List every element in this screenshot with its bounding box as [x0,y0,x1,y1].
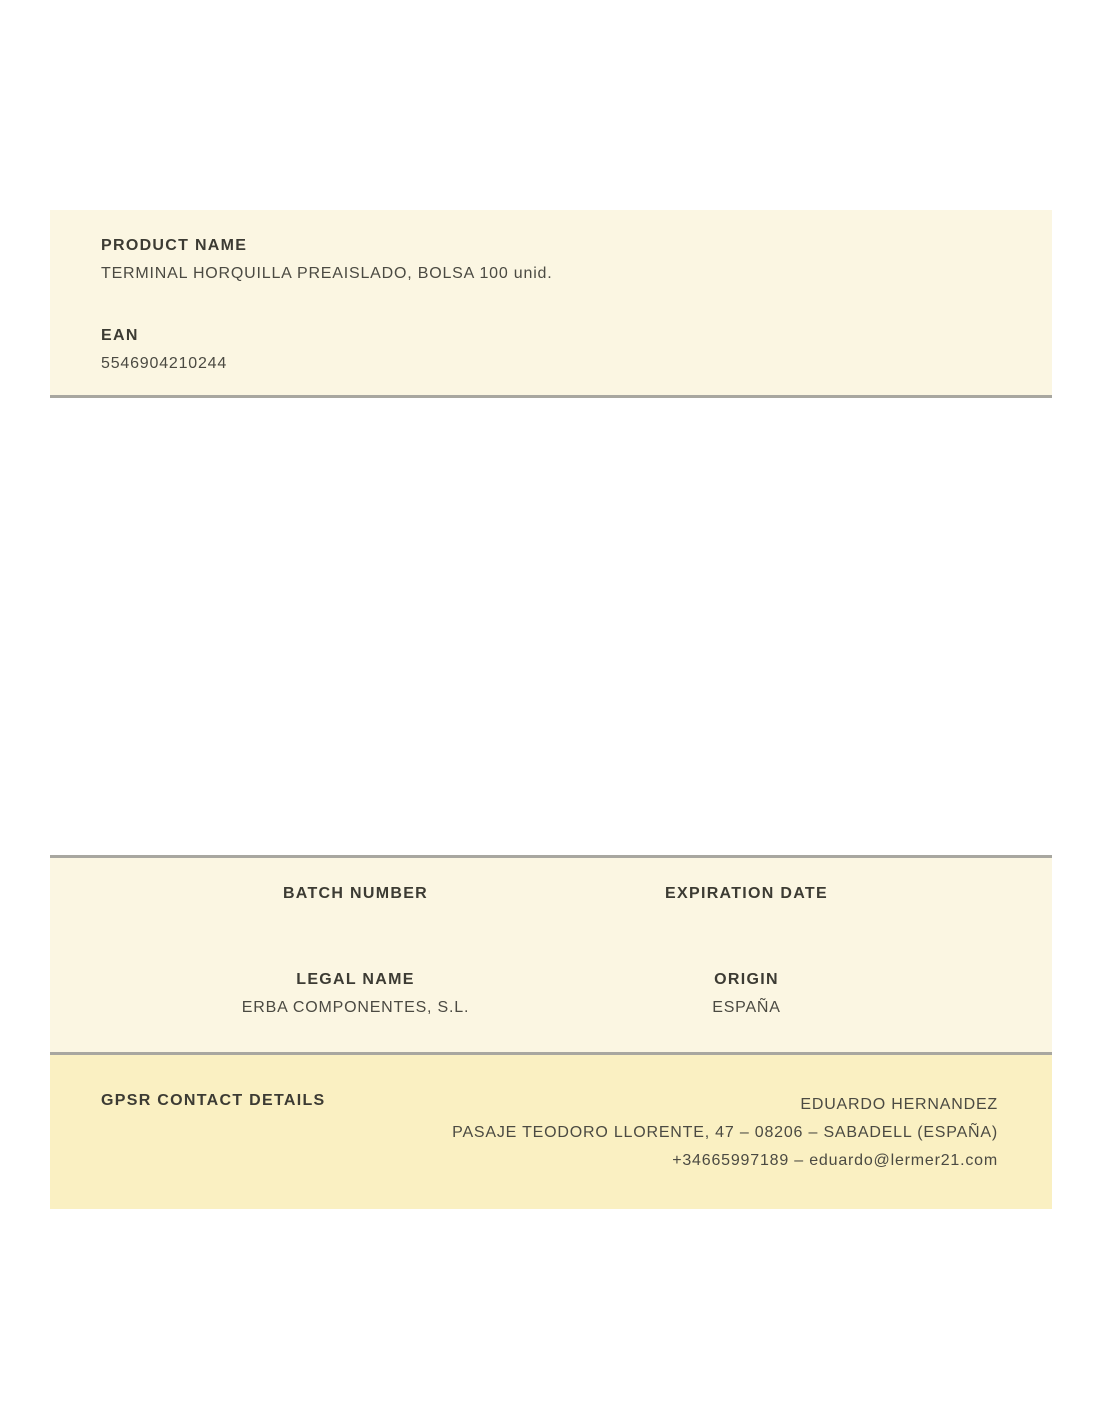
legal-name-field [160,970,551,1018]
contact-address: PASAJE TEODORO LLORENTE, 47 – 08206 – SABADELL (ESPAÑA) [452,1124,998,1141]
ean-value: 5546904210244 [101,355,228,372]
batch-number-label: BATCH NUMBER [282,885,429,902]
batch-origin-section [50,855,1052,1055]
contact-name: EDUARDO HERNANDEZ [800,1096,998,1113]
legal-name-label: LEGAL NAME [296,971,415,988]
gpsr-contact-block [326,1091,998,1175]
gpsr-contact-details-label: GPSR CONTACT DETAILS [101,1092,326,1109]
legal-name-value: ERBA COMPONENTES, S.L. [241,999,470,1016]
gpsr-label-wrap [101,1091,326,1111]
origin-value: ESPAÑA [712,999,781,1016]
product-name-field [101,236,1012,284]
legal-origin-row [160,970,942,1018]
contact-phone-email: +34665997189 – eduardo@lermer21.com [672,1152,998,1169]
product-name-label: PRODUCT NAME [101,237,248,254]
product-name-value: TERMINAL HORQUILLA PREAISLADO, BOLSA 100 unid. [101,265,553,282]
product-info-section [50,210,1052,398]
ean-label: EAN [101,327,139,344]
batch-number-field [160,884,551,904]
batch-expiration-row [160,884,942,904]
expiration-date-label: EXPIRATION DATE [665,885,828,902]
ean-field [101,326,1012,374]
expiration-date-field [551,884,942,904]
origin-field [551,970,942,1018]
origin-label: ORIGIN [714,971,779,988]
gpsr-contact-section [50,1055,1052,1209]
